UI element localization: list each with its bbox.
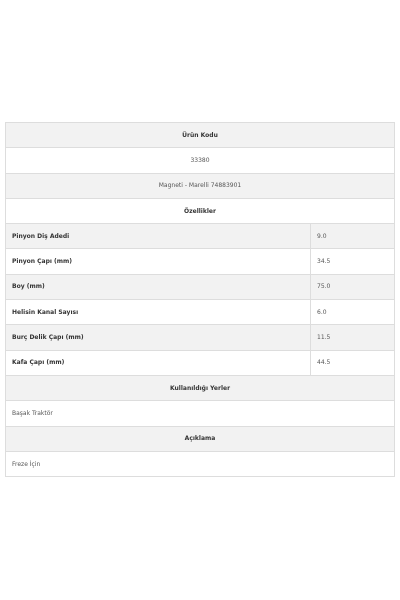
- feature-row: [6, 274, 395, 299]
- feature-label: Burç Delik Çapı (mm): [6, 325, 311, 350]
- product-reference-row: [6, 173, 395, 198]
- feature-label: Helisin Kanal Sayısı: [6, 300, 311, 325]
- feature-value: 6.0: [311, 300, 395, 325]
- description-header: Açıklama: [6, 426, 395, 451]
- usage-row: [6, 401, 395, 426]
- features-header: Özellikler: [6, 198, 395, 223]
- feature-value: 11.5: [311, 325, 395, 350]
- feature-value: 44.5: [311, 350, 395, 375]
- product-reference-value: Magneti - Marelli 74883901: [6, 173, 395, 198]
- feature-row: [6, 325, 395, 350]
- feature-row: [6, 224, 395, 249]
- product-code-header-row: [6, 123, 395, 148]
- feature-row: [6, 350, 395, 375]
- feature-label: Pinyon Çapı (mm): [6, 249, 311, 274]
- feature-value: 9.0: [311, 224, 395, 249]
- description-row: [6, 451, 395, 476]
- product-code-value: 33380: [6, 148, 395, 173]
- description-value: Freze İçin: [6, 451, 395, 476]
- feature-label: Boy (mm): [6, 274, 311, 299]
- feature-value: 34.5: [311, 249, 395, 274]
- product-code-header: Ürün Kodu: [6, 123, 395, 148]
- feature-row: [6, 300, 395, 325]
- features-header-row: [6, 198, 395, 223]
- usage-header-row: [6, 375, 395, 400]
- usage-header: Kullanıldığı Yerler: [6, 375, 395, 400]
- description-header-row: [6, 426, 395, 451]
- feature-value: 75.0: [311, 274, 395, 299]
- product-spec-table: [5, 122, 395, 477]
- feature-label: Kafa Çapı (mm): [6, 350, 311, 375]
- usage-value: Başak Traktör: [6, 401, 395, 426]
- feature-row: [6, 249, 395, 274]
- product-code-row: [6, 148, 395, 173]
- feature-label: Pinyon Diş Adedi: [6, 224, 311, 249]
